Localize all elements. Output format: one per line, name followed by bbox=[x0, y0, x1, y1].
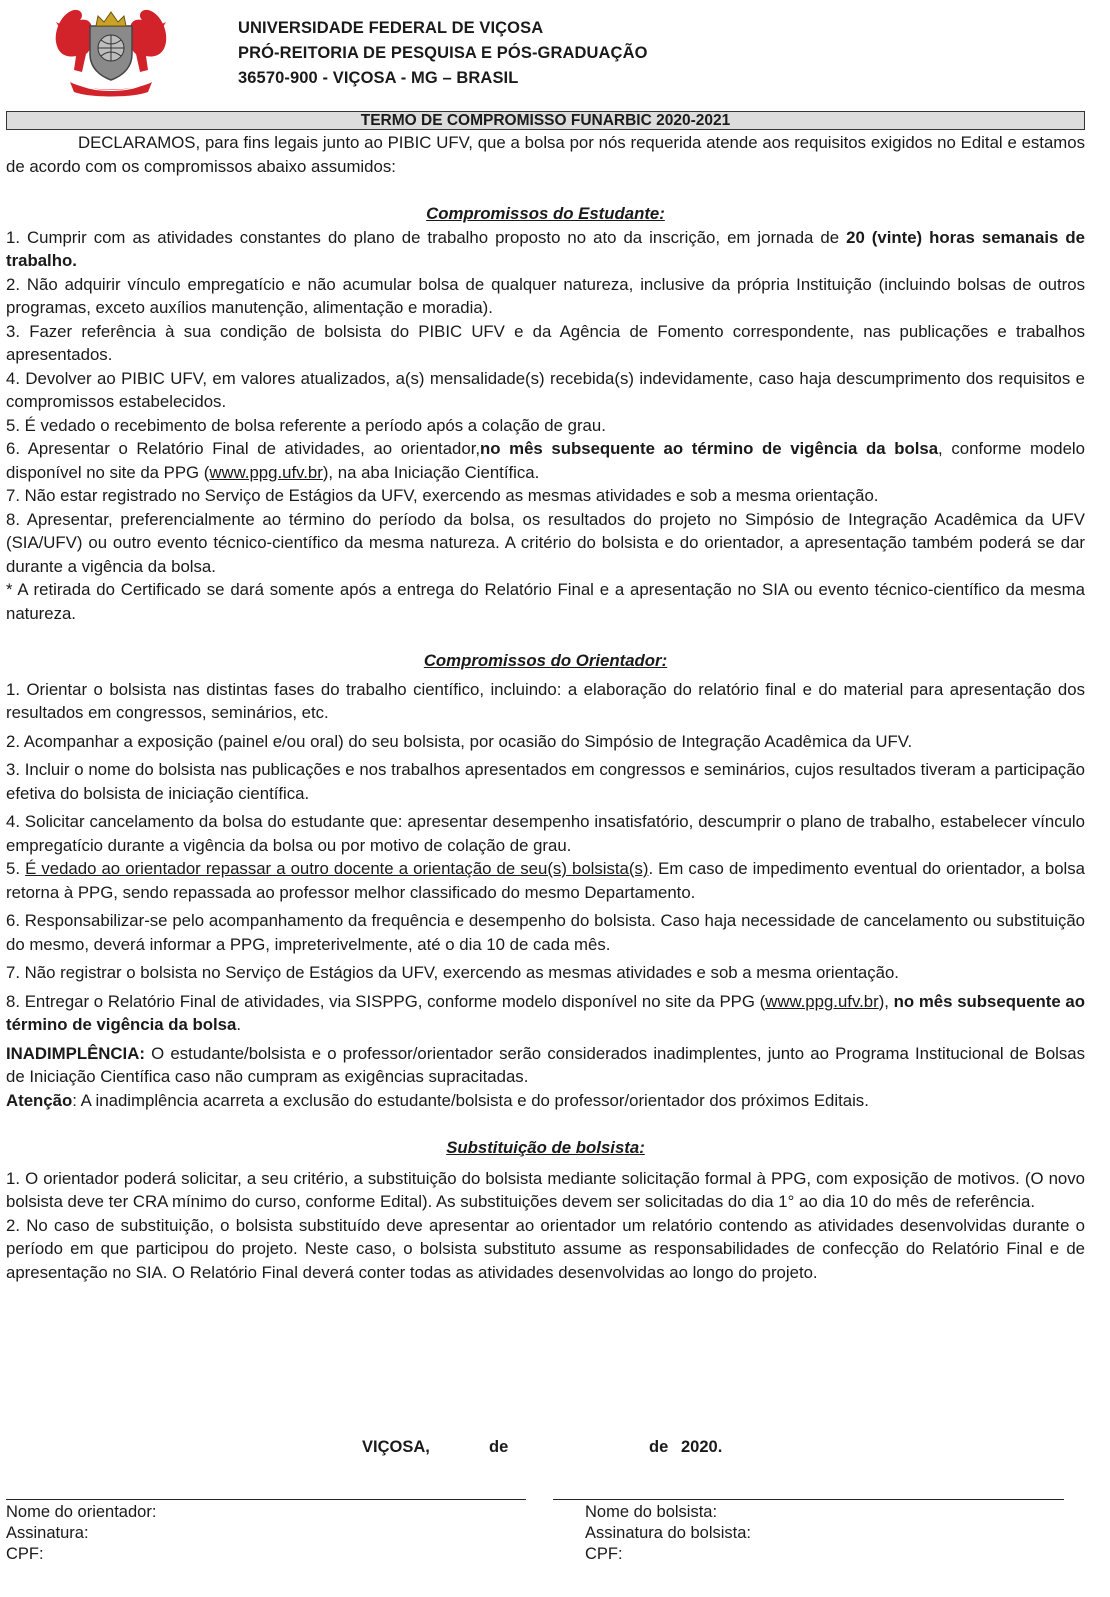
date-de-1: de bbox=[489, 1438, 509, 1456]
student-item-1: 1. Cumprir com as atividades constantes do plano de trabalho proposto no ato da inscrição, em jornada de 20 (vinte) horas semanais de trabalho. bbox=[6, 227, 1085, 270]
advisor-item-5: 5. É vedado ao orientador repassar a outro docente a orientação de seu(s) bolsista(s). Em caso de impedimento eventual do orientador, a bolsa retorna à PPG, sendo repassada ao professor melhor classificado do mesmo Departamento. bbox=[6, 859, 1085, 902]
student-signature-line bbox=[553, 1499, 1064, 1500]
student-item-5: 5. É vedado o recebimento de bolsa referente a período após a colação de grau. bbox=[6, 415, 606, 435]
student-signature-block bbox=[585, 1502, 751, 1565]
document-title: TERMO DE COMPROMISSO FUNARBIC 2020-2021 bbox=[6, 111, 1085, 130]
student-item-3: 3. Fazer referência à sua condição de bolsista do PIBIC UFV e da Agência de Fomento correspondente, nas publicações e trabalhos apresentados. bbox=[6, 321, 1085, 364]
student-section-heading: Compromissos do Estudante: bbox=[426, 204, 665, 223]
advisor-section-heading: Compromissos do Orientador: bbox=[423, 651, 668, 670]
substitution-section-heading: Substituição de bolsista: bbox=[446, 1138, 645, 1157]
advisor-cpf-label: CPF: bbox=[6, 1545, 44, 1563]
date-city: VIÇOSA, bbox=[362, 1438, 430, 1456]
inadimplencia-paragraph: INADIMPLÊNCIA: O estudante/bolsista e o professor/orientador serão considerados inadimplentes, junto ao Programa Institucional de Bolsas de Iniciação Científica caso não cumpram as exigências supracitadas. bbox=[6, 1043, 1085, 1086]
substitution-item-1: 1. O orientador poderá solicitar, a seu critério, a substituição do bolsista mediante solicitação formal à PPG, com exposição de motivos. (O novo bolsista deve ter CRA mínimo do curso, conforme Edital). As substituições devem ser solicitadas do dia 1° ao dia 10 do mês de referência. bbox=[6, 1168, 1085, 1211]
advisor-item-2: 2. Acompanhar a exposição (painel e/ou oral) do seu bolsista, por ocasião do Simpósio de Integração Acadêmica da UFV. bbox=[6, 731, 913, 751]
intro-paragraph: DECLARAMOS, para fins legais junto ao PIBIC UFV, que a bolsa por nós requerida atende aos requisitos exigidos no Edital e estamos de acordo com os compromissos abaixo assumidos: bbox=[6, 133, 1085, 176]
advisor-signature-line bbox=[6, 1499, 526, 1500]
advisor-item-3: 3. Incluir o nome do bolsista nas publicações e nos trabalhos apresentados em congressos e seminários, cujos resultados tiveram a participação efetiva do bolsista de iniciação científica. bbox=[6, 760, 1085, 803]
advisor-name-label: Nome do orientador: bbox=[6, 1503, 157, 1521]
substitution-item-2: 2. No caso de substituição, o bolsista substituído deve apresentar ao orientador um relatório contendo as atividades desenvolvidas durante o período em que participou do projeto. Neste caso, o bolsista substituto assume as responsabilidades de confecção do Relatório Final e de apresentação no SIA. O Relatório Final deverá conter todas as atividades desenvolvidas ao longo do projeto. bbox=[6, 1215, 1085, 1282]
atencao-paragraph: Atenção: A inadimplência acarreta a exclusão do estudante/bolsista e do professor/orientador dos próximos Editais. bbox=[6, 1090, 869, 1110]
advisor-item-6: 6. Responsabilizar-se pelo acompanhamento da frequência e desempenho do bolsista. Caso haja necessidade de cancelamento ou substituição do mesmo, deverá informar a PPG, impreterivelmente, até o dia 10 de cada mês. bbox=[6, 911, 1085, 954]
advisor-item-8: 8. Entregar o Relatório Final de atividades, via SISPPG, conforme modelo disponível no site da PPG (www.ppg.ufv.br), no mês subsequente ao término de vigência da bolsa. bbox=[6, 991, 1085, 1034]
advisor-signature-label: Assinatura: bbox=[6, 1524, 89, 1542]
student-item-7: 7. Não estar registrado no Serviço de Estágios da UFV, exercendo as mesmas atividades e sob a mesma orientação. bbox=[6, 486, 879, 505]
student-item-4: 4. Devolver ao PIBIC UFV, em valores atualizados, a(s) mensalidade(s) recebida(s) indevidamente, caso haja descumprimento dos requisitos e compromissos estabelecidos. bbox=[6, 368, 1085, 411]
document-body bbox=[6, 131, 1085, 1284]
date-year: 2020. bbox=[681, 1438, 723, 1456]
student-signature-label: Assinatura do bolsista: bbox=[585, 1524, 752, 1542]
advisor-item-1: 1. Orientar o bolsista nas distintas fases do trabalho científico, incluindo: a elaboração do relatório final e do material para apresentação dos resultados em congressos, seminários, etc. bbox=[6, 679, 1085, 722]
student-certificate-note: * A retirada do Certificado se dará somente após a entrega do Relatório Final e a apresentação no SIA ou evento técnico-científico da mesma natureza. bbox=[6, 580, 1085, 623]
ufv-coat-of-arms-logo bbox=[52, 2, 170, 98]
advisor-signature-block bbox=[6, 1502, 156, 1565]
department-name: PRÓ-REITORIA DE PESQUISA E PÓS-GRADUAÇÃO bbox=[238, 44, 648, 62]
student-item-2: 2. Não adquirir vínculo empregatício e não acumular bolsa de qualquer natureza, inclusive da própria Instituição (incluindo bolsas de outros programas, exceto auxílios manutenção, alimentação e moradia). bbox=[6, 274, 1085, 317]
date-de-2: de bbox=[649, 1438, 669, 1456]
institution-name: UNIVERSIDADE FEDERAL DE VIÇOSA bbox=[238, 19, 544, 37]
student-item-6: 6. Apresentar o Relatório Final de atividades, ao orientador,no mês subsequente ao término de vigência da bolsa, conforme modelo disponível no site da PPG (www.ppg.ufv.br), na aba Iniciação Científica. bbox=[6, 439, 1085, 482]
student-name-label: Nome do bolsista: bbox=[585, 1503, 718, 1521]
student-item-8: 8. Apresentar, preferencialmente ao término do período da bolsa, os resultados do projeto no Simpósio de Integração Acadêmica da UFV (SIA/UFV) ou outro evento técnico-científico da mesma natureza. A critério do bolsista e do orientador, a apresentação também poderá se dar durante a vigência da bolsa. bbox=[6, 509, 1085, 576]
student-cpf-label: CPF: bbox=[585, 1545, 623, 1563]
advisor-item-7: 7. Não registrar o bolsista no Serviço de Estágios da UFV, exercendo as mesmas atividades e sob a mesma orientação. bbox=[6, 963, 899, 982]
advisor-item-4: 4. Solicitar cancelamento da bolsa do estudante que: apresentar desempenho insatisfatório, descumprir o plano de trabalho, estabelecer vínculo empregatício durante a vigência da bolsa ou por motivo de colação de grau. bbox=[6, 812, 1085, 855]
ppg-website-link[interactable]: www.ppg.ufv.br bbox=[209, 462, 323, 482]
institution-header bbox=[238, 16, 648, 91]
ppg-website-link-2[interactable]: www.ppg.ufv.br bbox=[765, 991, 879, 1011]
institution-address: 36570-900 - VIÇOSA - MG – BRASIL bbox=[238, 69, 519, 87]
